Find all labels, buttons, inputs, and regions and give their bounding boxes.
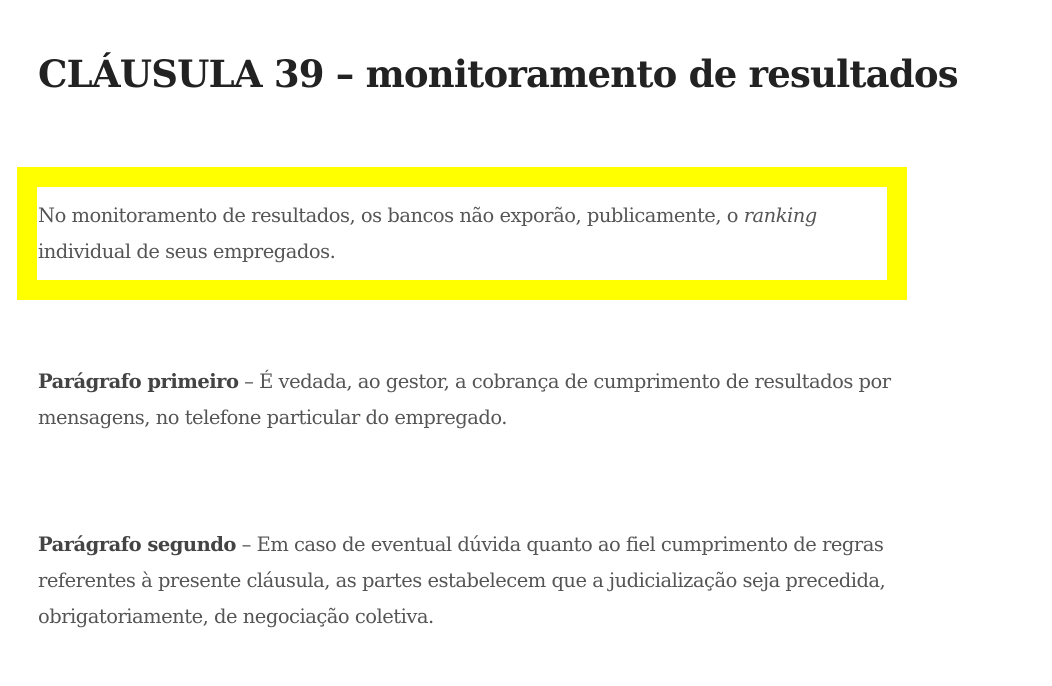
paragraph-first xyxy=(38,364,918,436)
paragraph-first-text: – É vedada, ao gestor, a cobrança de cumprimento de resultados por mensagens, no telefone particular do empregado. xyxy=(38,370,891,429)
caput-emphasis: ranking xyxy=(743,204,817,227)
clause-title: CLÁUSULA 39 – monitoramento de resultados xyxy=(38,52,958,96)
clause-caput xyxy=(38,198,898,270)
paragraph-second-text: – Em caso de eventual dúvida quanto ao fiel cumprimento de regras referentes à presente cláusula, as partes estabelecem que a judicialização seja precedida, obrigatoriamente, de negociação coletiva. xyxy=(38,533,886,628)
caput-text-end: individual de seus empregados. xyxy=(38,240,336,263)
paragraph-second-label: Parágrafo segundo xyxy=(38,533,236,556)
paragraph-first-label: Parágrafo primeiro xyxy=(38,370,239,393)
caput-text-start: No monitoramento de resultados, os bancos não exporão, publicamente, o xyxy=(38,204,744,227)
paragraph-second xyxy=(38,527,918,635)
